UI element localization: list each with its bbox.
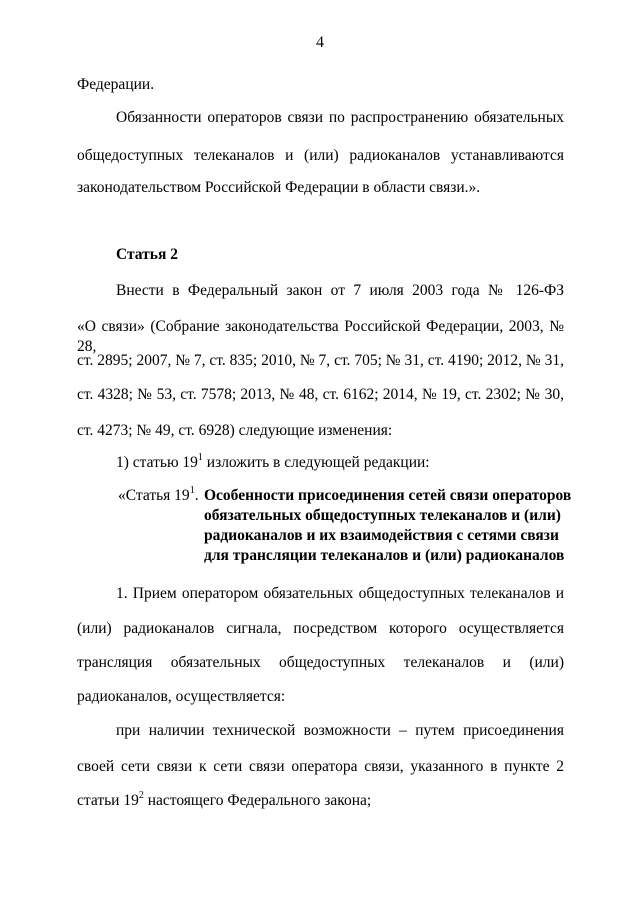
text-line: законодательством Российской Федерации в области связи.». [77, 179, 481, 196]
quoted-article-label [118, 486, 208, 506]
line-text: статьи 19 [77, 792, 139, 809]
article-label-text: «Статья 19 [118, 487, 190, 504]
text-line: «О связи» (Собрание законодательства Российской Федерации, 2003, № 28, [77, 318, 564, 355]
article-title-line: Особенности присоединения сетей связи операторов [204, 487, 572, 504]
text-line: Обязанности операторов связи по распространению обязательных [116, 109, 564, 126]
text-line: радиоканалов, осуществляется: [77, 688, 286, 705]
line-text: настоящего Федерального закона; [143, 792, 372, 809]
text-line: ст. 2895; 2007, № 7, ст. 835; 2010, № 7, ст. 705; № 31, ст. 4190; 2012, № 31, [77, 352, 564, 369]
article-title-line: для трансляции телеканалов и (или) радиоканалов [204, 547, 565, 564]
article-label-text: . [194, 487, 199, 504]
text-line: ст. 4273; № 49, ст. 6928) следующие изменения: [77, 422, 393, 439]
superscript: 1 [189, 484, 195, 496]
text-line: (или) радиоканалов сигнала, посредством которого осуществляется [77, 620, 564, 637]
item-text: 1) статью 19 [116, 454, 198, 471]
list-item [116, 453, 564, 473]
item-text: изложить в следующей редакции: [202, 454, 430, 471]
text-line: Внести в Федеральный закон от 7 июля 2003 года № 126-ФЗ [116, 282, 564, 299]
text-line: 1. Прием оператором обязательных общедоступных телеканалов и [116, 585, 564, 602]
article-title-line: радиоканалов и их взаимодействия с сетями связи [204, 527, 559, 544]
text-line: общедоступных телеканалов и (или) радиоканалов устанавливаются [77, 147, 564, 164]
text-line: своей сети связи к сети связи оператора связи, указанного в пункте 2 [77, 758, 564, 775]
text-line [77, 791, 564, 811]
article-heading: Статья 2 [116, 246, 178, 263]
superscript: 2 [138, 789, 144, 801]
text-line: ст. 4328; № 53, ст. 7578; 2013, № 48, ст. 6162; 2014, № 19, ст. 2302; № 30, [77, 386, 564, 403]
text-line: при наличии технической возможности – путем присоединения [116, 722, 564, 739]
superscript: 1 [197, 451, 203, 463]
page-number: 4 [316, 34, 324, 51]
text-line: трансляция обязательных общедоступных телеканалов и (или) [77, 654, 564, 671]
text-line: Федерации. [77, 76, 155, 93]
article-title-line: обязательных общедоступных телеканалов и (или) [204, 507, 561, 524]
